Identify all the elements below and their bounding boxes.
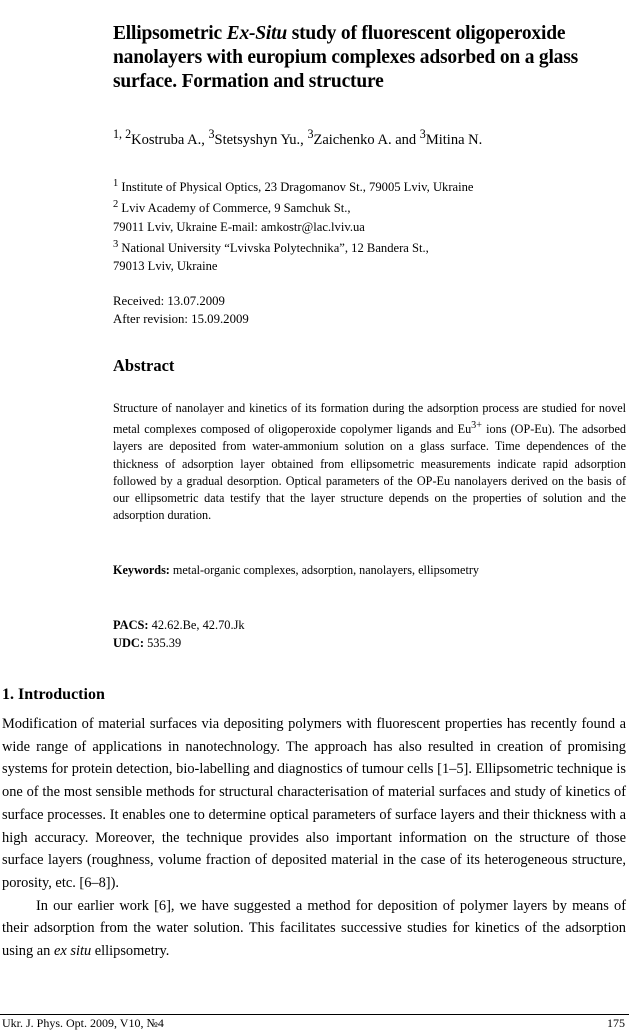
pacs-line: [113, 617, 245, 635]
affiliation-line: [113, 236, 474, 257]
abstract-text: [113, 400, 626, 524]
title-part1: Ellipsometric: [113, 23, 227, 44]
affiliation-text: Lviv Academy of Commerce, 9 Samchuk St.,: [118, 201, 351, 216]
author-name: Mitina N.: [425, 131, 483, 148]
keywords-label: Keywords:: [113, 563, 170, 577]
author-name: Zaichenko A. and: [313, 131, 420, 148]
affiliation-sup: 3: [113, 238, 119, 250]
abstract-text-part1: Structure of nanolayer and kinetics of its formation during the adsorption process are studied for novel metal complexes composed of oligoperoxide copolymer ligands and Eu: [113, 401, 626, 437]
journal-citation: Ukr. J. Phys. Opt. 2009, V10, №4: [2, 1016, 164, 1030]
para2-part1: In our earlier work [6], we have suggested a method for deposition of polymer layers by means of their adsorption from the water solution. This facilitates successive studies for kinetics of the adsorption using an: [2, 897, 626, 960]
affiliation-line: [113, 175, 474, 196]
revised-date: After revision: 15.09.2009: [113, 311, 249, 326]
paragraph: [2, 895, 626, 963]
author-sup: 3: [419, 127, 426, 141]
affiliation-line: [113, 218, 474, 236]
abstract-sup: 3+: [471, 420, 482, 432]
author-list: [113, 125, 482, 149]
author-sup: 3: [307, 127, 314, 141]
introduction-body: [2, 713, 626, 963]
abstract-text-part2: ions (OP-Eu). The adsorbed layers are deposited from water-ammonium solution on a glass surface. Time dependences of the thickness of adsorption layer obtained from ellipsometric measurements indicate rapid adsorption followed by a gradual desorption. Optical parameters of the OP-Eu nanolayers derived on the basis of our ellipsometric data testify that the layer structure depends on the properties of solution and the adsorption duration.: [113, 422, 626, 523]
affiliation-line: [113, 257, 474, 275]
pacs-text: 42.62.Be, 42.70.Jk: [148, 618, 245, 632]
author-sup: 1, 2: [113, 127, 132, 141]
author-name: Stetsyshyn Yu.,: [214, 131, 308, 148]
title-part3: study of fluorescent oligoperoxide nanolayers with europium complexes adsorbed on a glass surface. Formation and structure: [113, 23, 579, 92]
received-date: Received: 13.07.2009: [113, 294, 225, 308]
classification-codes: [113, 617, 245, 652]
submission-dates: [113, 293, 249, 328]
keywords-text: metal-organic complexes, adsorption, nanolayers, ellipsometry: [169, 563, 479, 577]
affiliation-text: 79011 Lviv, Ukraine E-mail: amkostr@lac.lviv.ua: [113, 219, 365, 234]
keywords: [113, 563, 479, 578]
paragraph: Modification of material surfaces via depositing polymers with fluorescent properties has recently found a wide range of applications in nanotechnology. The approach has also resulted in creation of promising systems for protein detection, bio-labelling and diagnostics of tumour cells [1–5]. Ellipsometric technique is one of the most sensible methods for structural characterisation of material surfaces and study of kinetics of surface processes. It enables one to determine optical parameters of surface layers and their thickness with a high accuracy. Moreover, the technique provides also important information on the structure of those surface layers (roughness, volume fraction of deposited material in the case of its heterogeneous structure, porosity, etc. [6–8]).: [2, 716, 626, 891]
affiliation-text: National University “Lvivska Polytechnika”, 12 Bandera St.,: [118, 241, 429, 256]
para2-part2: ellipsometry.: [91, 943, 170, 960]
author-name: Kostruba A.,: [131, 131, 209, 148]
affiliation-text: 79013 Lviv, Ukraine: [113, 259, 218, 274]
author-sup: 3: [208, 127, 215, 141]
footer-divider: [0, 1014, 629, 1015]
page-number: 175: [607, 1016, 625, 1030]
affiliation-line: [113, 196, 474, 217]
para2-italic: ex situ: [53, 943, 92, 960]
udc-text: 535.39: [143, 635, 182, 650]
introduction-heading: 1. Introduction: [2, 686, 105, 703]
affiliations: [113, 175, 474, 276]
paper-title: [113, 22, 623, 94]
udc-label: UDC:: [113, 635, 144, 650]
affiliation-sup: 1: [113, 178, 119, 189]
pacs-label: PACS:: [113, 618, 149, 632]
affiliation-text: Institute of Physical Optics, 23 Dragomanov St., 79005 Lviv, Ukraine: [118, 180, 474, 195]
abstract-heading: Abstract: [113, 356, 175, 375]
title-italic-part: Ex-Situ: [226, 23, 288, 44]
affiliation-sup: 2: [113, 199, 119, 211]
udc-line: [113, 635, 245, 653]
